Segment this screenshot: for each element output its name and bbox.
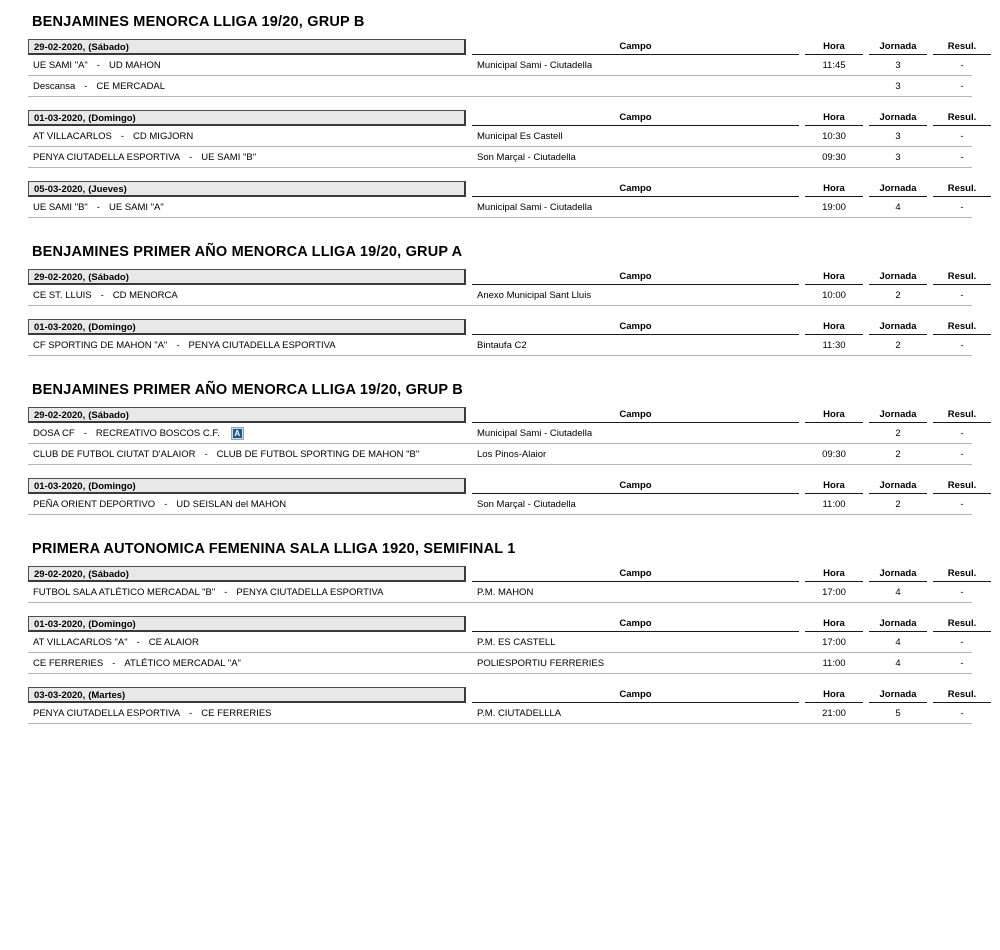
day-group [28, 406, 977, 465]
match-hora: 21:00 [822, 707, 846, 719]
team-separator: - [100, 289, 104, 301]
team-separator: - [189, 151, 193, 163]
column-header-hora: Hora [805, 319, 863, 335]
match-jornada: 4 [895, 586, 901, 598]
day-group [28, 686, 977, 724]
column-header-resul: Resul. [933, 181, 991, 197]
match-resul: - [960, 201, 964, 213]
date-text: 03-03-2020, [34, 690, 86, 701]
column-header-campo: Campo [472, 687, 799, 703]
column-header-hora: Hora [805, 687, 863, 703]
team-separator: - [112, 657, 116, 669]
match-jornada: 2 [895, 339, 901, 351]
match-resul: - [960, 130, 964, 142]
column-header-campo: Campo [472, 110, 799, 126]
match-teams [28, 587, 472, 598]
away-team: PENYA CIUTADELLA ESPORTIVA [188, 339, 336, 351]
away-team: CE MERCADAL [96, 80, 166, 92]
match-teams [28, 427, 472, 440]
broken-image-icon [231, 427, 244, 440]
column-header-campo: Campo [472, 181, 799, 197]
date-header-box [28, 407, 466, 423]
table-row [28, 147, 972, 168]
broken-image-glyph: A [234, 428, 241, 438]
home-team: CE FERRERIES [33, 657, 104, 669]
competition-block [28, 527, 977, 724]
table-row [28, 494, 972, 515]
match-hora: 10:00 [822, 289, 846, 301]
date-text: 29-02-2020, [34, 410, 86, 421]
column-header-jornada: Jornada [869, 478, 927, 494]
column-header-campo: Campo [472, 39, 799, 55]
competition-title: BENJAMINES PRIMER AÑO MENORCA LLIGA 19/20, GRUP B [32, 382, 463, 398]
away-team: CD MIGJORN [133, 130, 194, 142]
match-hora: 11:00 [822, 498, 846, 510]
column-header-campo: Campo [472, 566, 799, 582]
home-team: UE SAMI "B" [33, 201, 88, 213]
date-header-box [28, 478, 466, 494]
match-resul: - [960, 636, 964, 648]
match-campo: Son Marçal - Ciutadella [477, 151, 576, 163]
column-header-resul: Resul. [933, 110, 991, 126]
column-header-hora: Hora [805, 616, 863, 632]
competition-block [28, 368, 977, 515]
match-teams [28, 290, 472, 301]
day-header-row [28, 406, 977, 423]
column-header-jornada: Jornada [869, 687, 927, 703]
match-teams [28, 499, 472, 510]
match-resul: - [960, 59, 964, 71]
competition-title: BENJAMINES PRIMER AÑO MENORCA LLIGA 19/20, GRUP A [32, 244, 463, 260]
match-teams [28, 340, 472, 351]
column-header-hora: Hora [805, 478, 863, 494]
column-header-resul: Resul. [933, 687, 991, 703]
date-header-box [28, 181, 466, 197]
match-hora: 09:30 [822, 448, 846, 460]
team-separator: - [164, 498, 168, 510]
weekday-text: (Jueves) [88, 184, 127, 195]
home-team: CLUB DE FUTBOL CIUTAT D'ALAIOR [33, 448, 196, 460]
competition-block [28, 0, 977, 218]
match-resul: - [960, 339, 964, 351]
column-header-resul: Resul. [933, 319, 991, 335]
day-header-row [28, 565, 977, 582]
date-header-box [28, 110, 466, 126]
home-team: PENYA CIUTADELLA ESPORTIVA [33, 151, 181, 163]
match-jornada: 3 [895, 130, 901, 142]
date-text: 29-02-2020, [34, 42, 86, 53]
match-teams [28, 131, 472, 142]
date-header-box [28, 39, 466, 55]
table-row [28, 582, 972, 603]
match-teams [28, 202, 472, 213]
away-team: RECREATIVO BOSCOS C.F. [95, 427, 220, 439]
match-hora: 09:30 [822, 151, 846, 163]
away-team: CLUB DE FUTBOL SPORTING DE MAHON "B" [216, 448, 420, 460]
column-header-hora: Hora [805, 110, 863, 126]
away-team: UE SAMI "B" [201, 151, 257, 163]
match-jornada: 2 [895, 498, 901, 510]
date-text: 29-02-2020, [34, 569, 86, 580]
match-hora: 19:00 [822, 201, 846, 213]
competition-block [28, 230, 977, 356]
column-header-jornada: Jornada [869, 39, 927, 55]
date-header-box [28, 566, 466, 582]
home-team: UE SAMI "A" [33, 59, 88, 71]
weekday-text: (Sábado) [88, 42, 129, 53]
day-header-row [28, 180, 977, 197]
day-header-row [28, 38, 977, 55]
team-separator: - [204, 448, 208, 460]
match-jornada: 3 [895, 80, 901, 92]
team-separator: - [176, 339, 180, 351]
day-group [28, 615, 977, 674]
column-header-resul: Resul. [933, 616, 991, 632]
column-header-campo: Campo [472, 269, 799, 285]
away-team: CD MENORCA [112, 289, 178, 301]
match-jornada: 2 [895, 448, 901, 460]
team-separator: - [83, 427, 87, 439]
column-header-resul: Resul. [933, 39, 991, 55]
team-separator: - [120, 130, 125, 142]
match-hora: 11:30 [822, 339, 846, 351]
column-header-jornada: Jornada [869, 616, 927, 632]
away-team: CE FERRERIES [201, 707, 272, 719]
column-header-jornada: Jornada [869, 407, 927, 423]
home-team: PEÑA ORIENT DEPORTIVO [33, 498, 156, 510]
date-header-box [28, 269, 466, 285]
column-header-campo: Campo [472, 407, 799, 423]
away-team: UD SEISLAN del MAHON [176, 498, 287, 510]
column-header-jornada: Jornada [869, 566, 927, 582]
home-team: DOSA CF [33, 427, 75, 439]
match-campo: Los Pinos-Alaior [477, 448, 547, 460]
match-teams [28, 60, 472, 71]
match-jornada: 3 [895, 151, 901, 163]
day-group [28, 565, 977, 603]
column-header-campo: Campo [472, 319, 799, 335]
match-campo: Municipal Sami - Ciutadella [477, 427, 593, 439]
weekday-text: (Martes) [88, 690, 126, 701]
match-teams [28, 449, 472, 460]
date-text: 01-03-2020, [34, 481, 86, 492]
away-team: CE ALAIOR [148, 636, 199, 648]
match-teams [28, 708, 472, 719]
match-teams [28, 81, 472, 92]
column-header-jornada: Jornada [869, 181, 927, 197]
day-header-row [28, 477, 977, 494]
match-jornada: 2 [895, 427, 901, 439]
match-campo: Municipal Es Castell [477, 130, 563, 142]
date-text: 01-03-2020, [34, 113, 86, 124]
table-row [28, 423, 972, 444]
column-header-campo: Campo [472, 478, 799, 494]
day-group [28, 318, 977, 356]
match-teams [28, 637, 472, 648]
weekday-text: (Domingo) [88, 619, 136, 630]
competition-title: BENJAMINES MENORCA LLIGA 19/20, GRUP B [32, 14, 365, 30]
match-jornada: 2 [895, 289, 901, 301]
home-team: FUTBOL SALA ATLÉTICO MERCADAL "B" [33, 586, 216, 598]
day-header-row [28, 686, 977, 703]
date-header-box [28, 319, 466, 335]
match-campo: Municipal Sami - Ciutadella [477, 201, 593, 213]
away-team: ATLÉTICO MERCADAL "A" [124, 657, 241, 669]
match-hora: 17:00 [822, 636, 846, 648]
column-header-hora: Hora [805, 269, 863, 285]
home-team: CE ST. LLUIS [33, 289, 92, 301]
team-separator: - [136, 636, 140, 648]
competition-title: PRIMERA AUTONOMICA FEMENINA SALA LLIGA 1920, SEMIFINAL 1 [32, 541, 516, 557]
weekday-text: (Domingo) [88, 322, 136, 333]
match-hora: 10:30 [822, 130, 846, 142]
match-hora: 11:45 [822, 59, 846, 71]
day-group [28, 268, 977, 306]
match-resul: - [960, 707, 964, 719]
day-group [28, 477, 977, 515]
away-team: UD MAHON [108, 59, 161, 71]
table-row [28, 285, 972, 306]
date-text: 29-02-2020, [34, 272, 86, 283]
day-header-row [28, 268, 977, 285]
match-campo: Son Marçal - Ciutadella [477, 498, 576, 510]
weekday-text: (Domingo) [88, 481, 136, 492]
day-header-row [28, 318, 977, 335]
match-campo: P.M. CIUTADELLLA [477, 707, 562, 719]
table-row [28, 76, 972, 97]
match-campo: P.M. ES CASTELL [477, 636, 556, 648]
home-team: CF SPORTING DE MAHON "A" [33, 339, 168, 351]
match-campo: Anexo Municipal Sant Lluis [477, 289, 592, 301]
table-row [28, 653, 972, 674]
match-jornada: 4 [895, 657, 901, 669]
column-header-resul: Resul. [933, 407, 991, 423]
column-header-campo: Campo [472, 616, 799, 632]
column-header-hora: Hora [805, 566, 863, 582]
match-hora: 11:00 [822, 657, 846, 669]
match-resul: - [960, 498, 964, 510]
column-header-jornada: Jornada [869, 110, 927, 126]
table-row [28, 197, 972, 218]
match-teams [28, 152, 472, 163]
table-row [28, 632, 972, 653]
match-campo: POLIESPORTIU FERRERIES [477, 657, 605, 669]
day-group [28, 38, 977, 97]
home-team: AT VILLACARLOS [33, 130, 112, 142]
day-header-row [28, 615, 977, 632]
column-header-resul: Resul. [933, 566, 991, 582]
match-resul: - [960, 151, 964, 163]
team-separator: - [189, 707, 193, 719]
match-resul: - [960, 289, 964, 301]
table-row [28, 444, 972, 465]
match-teams [28, 658, 472, 669]
home-team: AT VILLACARLOS "A" [33, 636, 128, 648]
team-separator: - [84, 80, 88, 92]
match-resul: - [960, 657, 964, 669]
date-header-box [28, 687, 466, 703]
table-row [28, 126, 972, 147]
away-team: PENYA CIUTADELLA ESPORTIVA [236, 586, 384, 598]
weekday-text: (Sábado) [88, 410, 129, 421]
column-header-hora: Hora [805, 181, 863, 197]
match-hora: 17:00 [822, 586, 846, 598]
table-row [28, 335, 972, 356]
column-header-jornada: Jornada [869, 269, 927, 285]
date-text: 01-03-2020, [34, 322, 86, 333]
team-separator: - [96, 201, 100, 213]
match-jornada: 4 [895, 201, 901, 213]
home-team: Descansa [33, 80, 76, 92]
match-campo: P.M. MAHON [477, 586, 534, 598]
match-resul: - [960, 586, 964, 598]
column-header-hora: Hora [805, 407, 863, 423]
away-team: UE SAMI "A" [108, 201, 164, 213]
date-header-box [28, 616, 466, 632]
team-separator: - [96, 59, 100, 71]
column-header-resul: Resul. [933, 478, 991, 494]
table-row [28, 55, 972, 76]
column-header-hora: Hora [805, 39, 863, 55]
date-text: 01-03-2020, [34, 619, 86, 630]
match-campo: Bintaufa C2 [477, 339, 527, 351]
column-header-resul: Resul. [933, 269, 991, 285]
team-separator: - [224, 586, 228, 598]
column-header-jornada: Jornada [869, 319, 927, 335]
day-group [28, 109, 977, 168]
date-text: 05-03-2020, [34, 184, 86, 195]
match-resul: - [960, 448, 964, 460]
match-jornada: 3 [895, 59, 901, 71]
home-team: PENYA CIUTADELLA ESPORTIVA [33, 707, 181, 719]
match-jornada: 4 [895, 636, 901, 648]
match-campo: Municipal Sami - Ciutadella [477, 59, 593, 71]
match-resul: - [960, 427, 964, 439]
weekday-text: (Sábado) [88, 569, 129, 580]
table-row [28, 703, 972, 724]
weekday-text: (Sábado) [88, 272, 129, 283]
day-header-row [28, 109, 977, 126]
match-jornada: 5 [895, 707, 901, 719]
weekday-text: (Domingo) [88, 113, 136, 124]
day-group [28, 180, 977, 218]
match-resul: - [960, 80, 964, 92]
